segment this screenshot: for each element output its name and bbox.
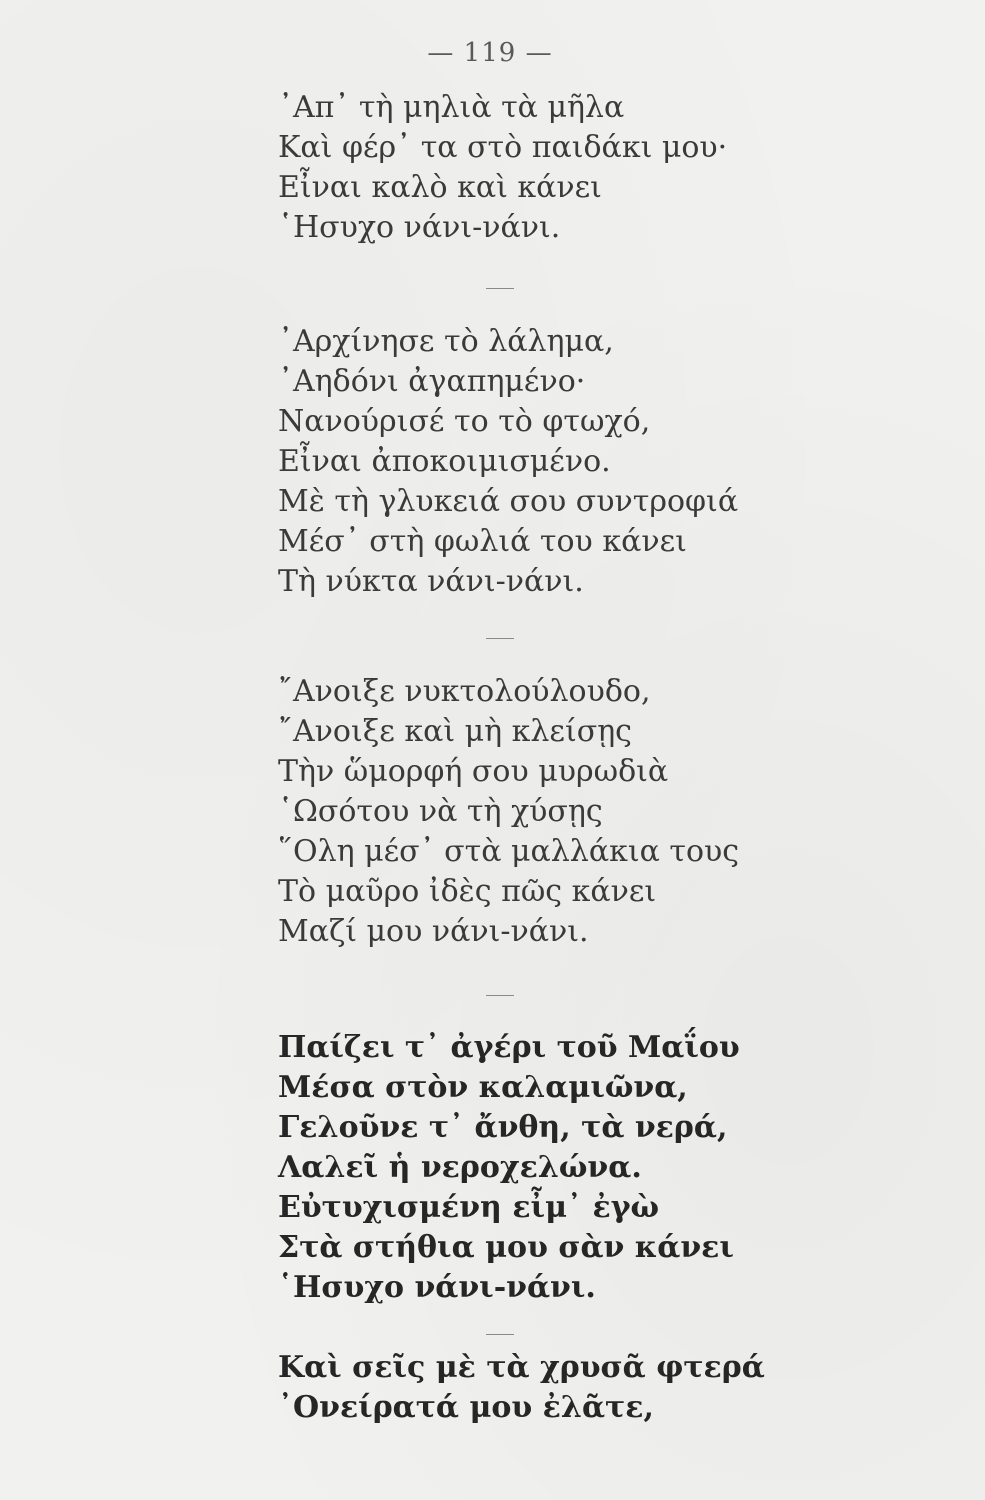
page-number: — 119 — [427,38,553,68]
stanza-divider [486,1334,514,1335]
stanza-2 [278,322,738,602]
verse-line: Εὐτυχισμένη εἶμ᾿ ἐγὼ [278,1190,660,1225]
verse-line: ῾Ησυχο νάνι-νάνι. [278,210,561,245]
verse-line: ῎Ανοιξε νυκτολούλουδο, [278,674,651,709]
verse-line: ᾿Ονείρατά μου ἐλᾶτε, [278,1390,654,1425]
verse-line: ῾Ησυχο νάνι-νάνι. [278,1270,596,1305]
verse-line: Καὶ σεῖς μὲ τὰ χρυσᾶ φτερά [278,1350,765,1385]
verse-line: Καὶ φέρ᾿ τα στὸ παιδάκι μου· [278,130,728,165]
verse-line: Παίζει τ᾿ ἀγέρι τοῦ Μαΐου [278,1030,740,1065]
verse-line: Μέσ᾿ στὴ φωλιά του κάνει [278,524,687,559]
verse-line: Μαζί μου νάνι-νάνι. [278,914,589,949]
verse-line: Λαλεῖ ἡ νεροχελώνα. [278,1150,642,1185]
verse-line: Μέσα στὸν καλαμιῶνα, [278,1070,688,1105]
stanza-divider [486,288,514,289]
verse-line: Γελοῦνε τ᾿ ἄνθη, τὰ νερά, [278,1110,728,1145]
verse-line: ῎Ανοιξε καὶ μὴ κλείσῃς [278,714,632,749]
verse-line: ῞Ολη μέσ᾿ στὰ μαλλάκια τους [278,834,740,869]
stanza-3 [278,672,739,952]
stanza-divider [486,638,514,639]
verse-line: Τὸ μαῦρο ἰδὲς πῶς κάνει [278,874,657,909]
stanza-divider [486,995,514,996]
stanza-4 [278,1028,740,1308]
verse-line: Μὲ τὴ γλυκειά σου συντροφιά [278,484,739,519]
verse-line: Εἶναι ἀποκοιμισμένο. [278,444,611,479]
verse-line: ᾿Αρχίνησε τὸ λάλημα, [278,324,614,359]
verse-line: ᾿Απ᾿ τὴ μηλιὰ τὰ μῆλα [278,90,625,125]
verse-line: Τὴν ὥμορφή σου μυρωδιὰ [278,754,669,789]
verse-line: Στὰ στήθια μου σὰν κάνει [278,1230,734,1265]
verse-line: ῾Ωσότου νὰ τὴ χύσῃς [278,794,603,829]
verse-line: Εἶναι καλὸ καὶ κάνει [278,170,602,205]
verse-line: Τὴ νύκτα νάνι-νάνι. [278,564,584,599]
verse-line: Νανούρισέ το τὸ φτωχό, [278,404,651,439]
stanza-5 [278,1348,765,1428]
stanza-1 [278,88,727,248]
verse-line: ᾿Αηδόνι ἀγαπημένο· [278,364,586,399]
